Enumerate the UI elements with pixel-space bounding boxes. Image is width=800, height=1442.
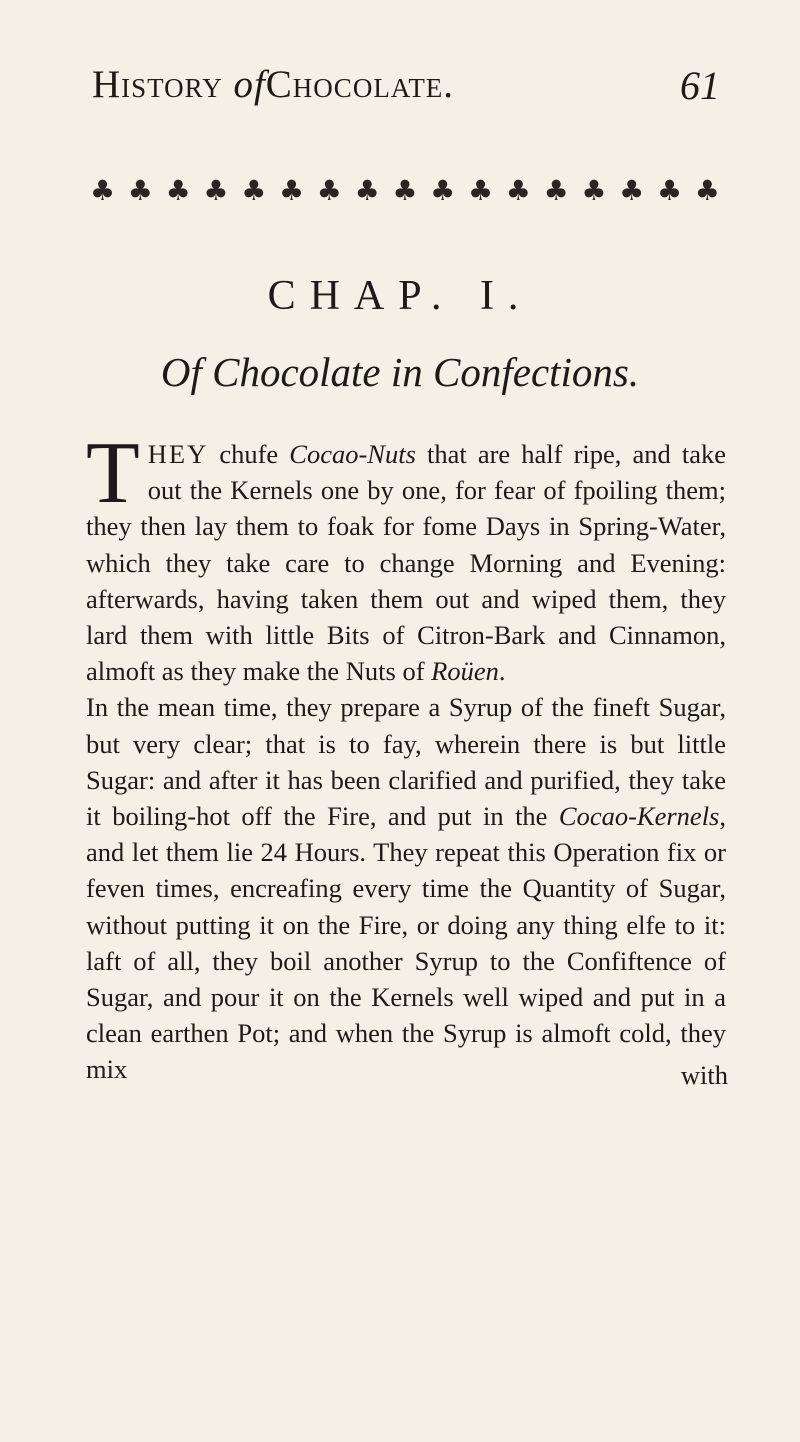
- fleuron-icon: ♣: [581, 174, 607, 207]
- catchword: with: [680, 1060, 728, 1090]
- paragraph-1-text-c: .: [498, 656, 506, 687]
- running-head-chocolate: Chocolate.: [265, 63, 455, 106]
- fleuron-icon: ♣: [392, 174, 418, 207]
- running-head-title: [92, 62, 454, 107]
- fleuron-icon: ♣: [316, 174, 342, 207]
- paragraph-1: [86, 425, 726, 689]
- fleuron-icon: ♣: [203, 174, 229, 207]
- drop-cap: T: [86, 425, 140, 522]
- running-head-history: History: [92, 63, 223, 106]
- fleuron-icon: ♣: [430, 174, 456, 207]
- paragraph-1-text-a: chufe: [208, 439, 290, 469]
- paragraph-2-text-b: , and let them lie 24 Hours. They repeat this Operation fix or feven times, encreafing every time the Quantity of Sugar, without putting it on the Fire, or doing any thing elfe to it: laft of all, they boil another Syrup to the Confiftence of Sugar, and pour it on the Kernels well wiped and put in a clean earthen Pot; and when the Syrup is almoft cold, they mix: [86, 801, 726, 1085]
- fleuron-icon: ♣: [241, 174, 267, 207]
- paragraph-1-text-b: that are half ripe, and take out the Kernels one by one, for fear of fpoiling them; they then lay them to foak for fome Days in Spring-Water, which they take care to change Morning and Evening: afterwards, having taken them out and wiped them, they lard them with little Bits of Citron-Bark and Cinnamon, almoft as they make the Nuts of: [86, 439, 726, 687]
- body-text: [86, 425, 726, 1088]
- fleuron-icon: ♣: [278, 174, 305, 207]
- fleuron-icon: ♣: [543, 174, 569, 207]
- paragraph-1-italic-b: Roüen: [431, 656, 499, 687]
- paragraph-1-italic-a: Cocao-Nuts: [289, 439, 416, 469]
- running-head-of: of: [233, 63, 266, 106]
- fleuron-icon: ♣: [619, 174, 645, 207]
- chapter-heading: CHAP. I.: [267, 273, 533, 319]
- fleuron-icon: ♣: [694, 174, 720, 207]
- fleuron-icon: ♣: [90, 174, 116, 207]
- running-head: [92, 62, 720, 122]
- chapter-title: Of Chocolate in Confections.: [160, 349, 640, 395]
- fleuron-icon: ♣: [165, 174, 191, 207]
- fleuron-icon: ♣: [127, 174, 153, 207]
- paragraph-2-text-a: In the mean time, they prepare a Syrup of the fineft Sugar, but very clear; that is to fay, wherein there is but little Sugar: and after it has been clarified and purified, they take it boiling-hot off the Fire, and put in the: [86, 692, 726, 832]
- paragraph-2-italic-a: Cocao-Kernels: [558, 801, 720, 832]
- ornamental-border: [90, 168, 720, 214]
- fleuron-icon: ♣: [656, 174, 683, 207]
- page-number: 61: [680, 63, 720, 108]
- paragraph-2: [86, 689, 726, 1087]
- first-word: HEY: [147, 439, 209, 469]
- fleuron-icon: ♣: [467, 174, 494, 207]
- fleuron-icon: ♣: [505, 174, 531, 207]
- fleuron-icon: ♣: [354, 174, 380, 207]
